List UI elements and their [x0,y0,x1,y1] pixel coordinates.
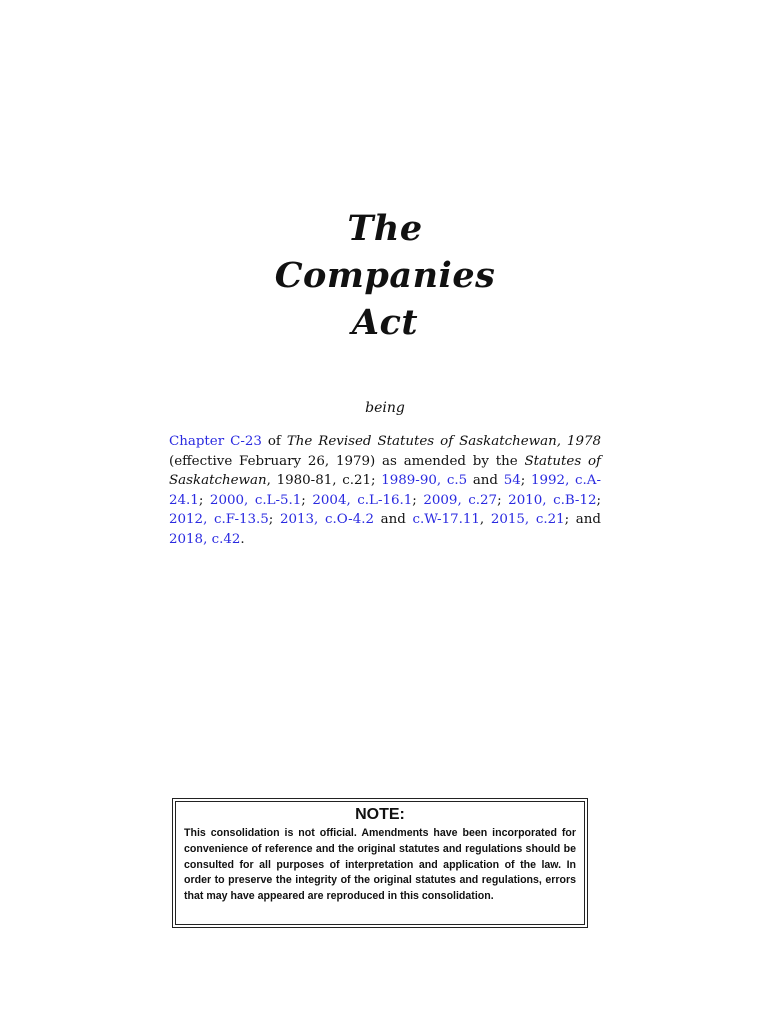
statute-link[interactable]: 2000, c.L-5.1 [209,492,302,508]
citation-text: ; [497,492,509,508]
citation-text: of [261,434,287,449]
citation-text: ; [301,492,313,508]
note-body: This consolidation is not official. Amendments have been incorporated for convenience of reference and the original statutes and regulations should be consulted for all purposes of interpretation and application of the law. In order to preserve the integrity of the original statutes and regulations, errors that may have appeared are reproduced in this consolidation. [184,827,576,903]
statute-link[interactable]: 54 [503,473,521,488]
citation-text: ; [520,473,531,488]
note-box-inner [175,801,585,925]
statute-link[interactable]: 1989-90, c.5 [381,473,468,488]
statute-link[interactable]: 2009, c.27 [423,492,498,508]
statute-link[interactable]: 2004, c.L-16.1 [312,492,413,508]
citation-text: , [479,512,491,527]
citation-paragraph [169,432,601,549]
citation-text: (effective February 26, 1979) as amended by the [169,453,525,469]
statute-link[interactable]: c.W-17.11 [412,512,480,527]
statute-link[interactable]: 2012, c.F-13.5 [169,512,269,527]
statute-link[interactable]: 2013, c.O-4.2 [279,512,374,527]
document-title [0,205,770,346]
title-line: The [347,208,423,249]
statute-link[interactable]: 2010, c.B-12 [508,492,597,508]
title-line: Act [351,302,419,343]
citation-text: ; [412,492,424,508]
citation-text: , 1980-81, c.21; [266,473,382,488]
citation-text: ; and [564,512,601,527]
citation-text: ; [198,492,210,508]
title-line: Companies [274,255,496,296]
being-caption: being [365,400,405,416]
statute-title-text: The Revised Statutes of Saskatchewan, 1978 [286,434,602,449]
note-heading: NOTE: [355,806,405,823]
statute-link[interactable]: 2018, c.42 [169,531,241,547]
note-box [172,798,588,928]
statute-link[interactable]: 1992, c.A-24.1 [169,473,601,508]
statute-link[interactable]: Chapter C-23 [169,434,262,449]
citation-text: . [240,531,245,547]
citation-text: and [467,473,504,488]
citation-text: ; [268,512,280,527]
citation-text: and [374,512,413,527]
citation-text: ; [596,492,601,508]
statute-title-text: Statutes of Saskatchewan [169,453,602,488]
statute-link[interactable]: 2015, c.21 [490,512,565,527]
